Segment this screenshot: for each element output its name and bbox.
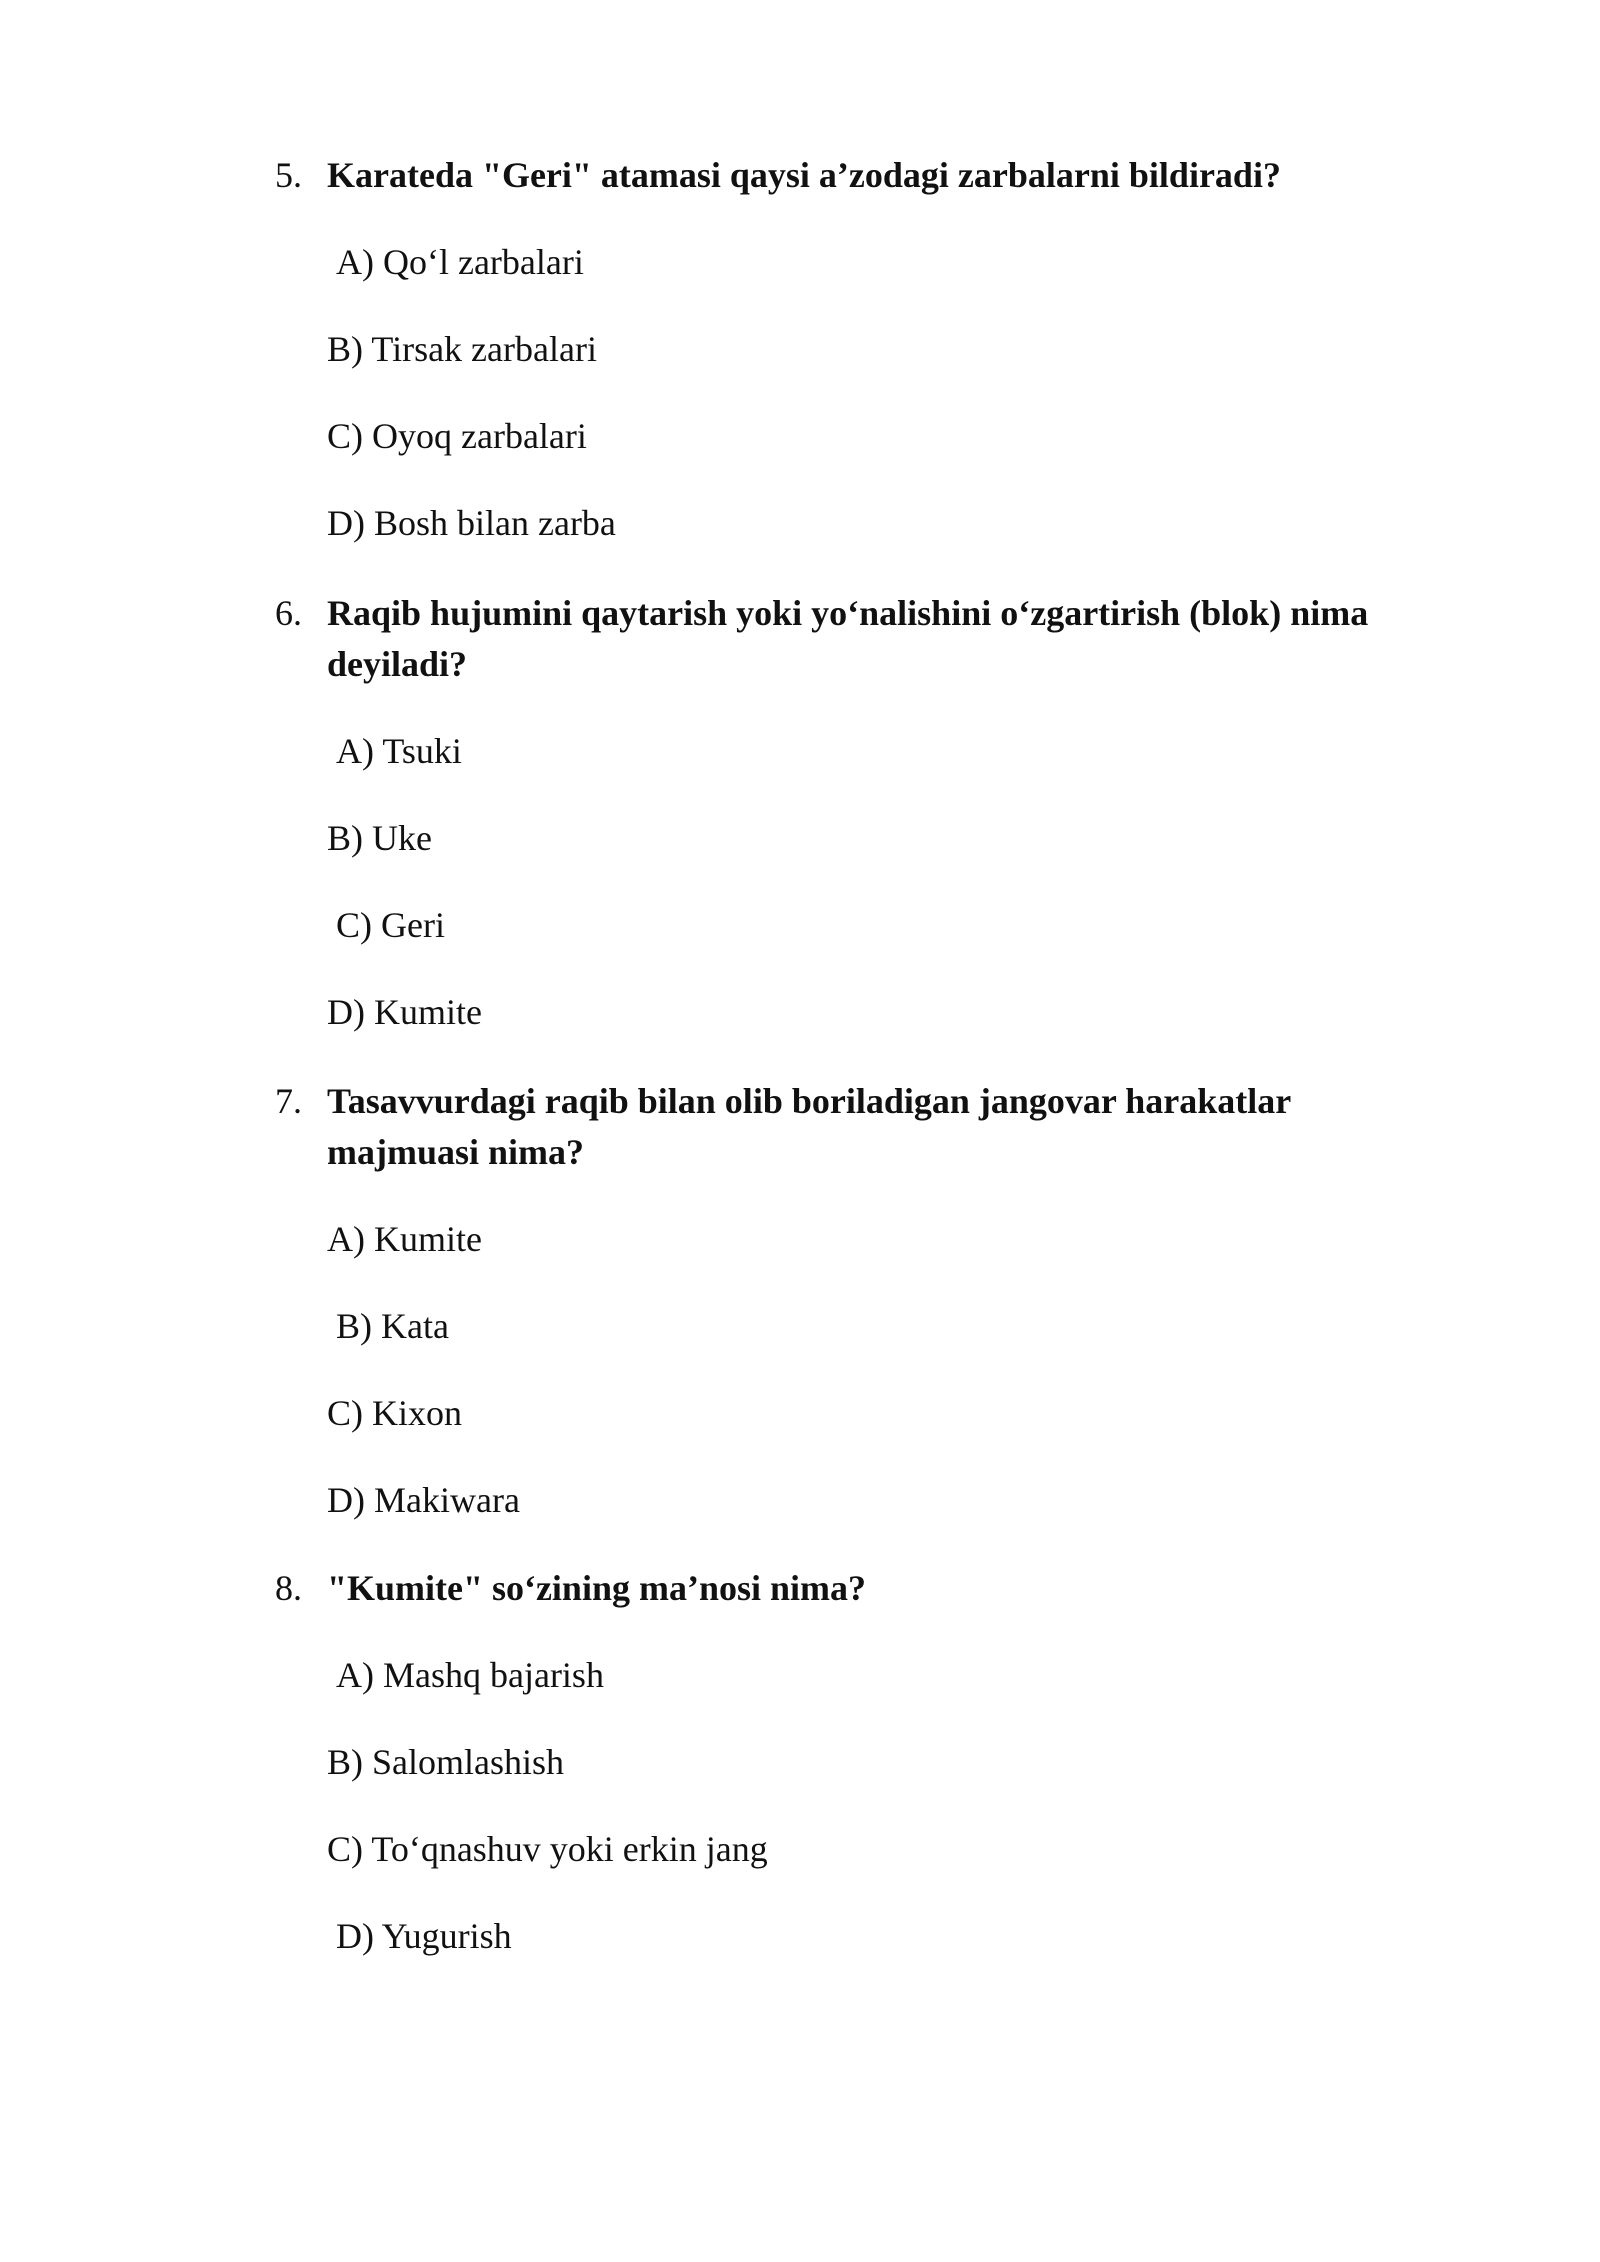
question-8	[275, 1563, 1435, 1962]
option-c: C) To‘qnashuv yoki erkin jang	[327, 1829, 768, 1869]
question-number: 7.	[275, 1081, 302, 1121]
option-b: B) Salomlashish	[327, 1742, 565, 1782]
answer-options	[275, 1214, 1435, 1526]
option-d: D) Makiwara	[327, 1480, 520, 1520]
question-text: Tasavvurdagi raqib bilan olib boriladigan jangovar harakatlar majmuasi nima?	[327, 1081, 1291, 1172]
option-b: B) Tirsak zarbalari	[327, 329, 597, 369]
question-number: 5.	[275, 155, 302, 195]
question-6	[275, 588, 1435, 1038]
option-a: A) Qo‘l zarbalari	[336, 242, 584, 282]
question-text: Raqib hujumini qaytarish yoki yo‘nalishini o‘zgartirish (blok) nima deyiladi?	[327, 593, 1369, 684]
answer-options	[275, 237, 1435, 549]
answer-options	[275, 1650, 1435, 1962]
option-d: D) Kumite	[327, 992, 482, 1032]
question-text: "Kumite" so‘zining ma’nosi nima?	[327, 1568, 866, 1608]
question-header	[275, 1563, 1435, 1614]
question-header	[275, 588, 1435, 690]
option-a: A) Kumite	[327, 1219, 482, 1259]
option-a: A) Tsuki	[336, 731, 462, 771]
option-d: D) Bosh bilan zarba	[327, 503, 616, 543]
option-c: C) Geri	[336, 905, 445, 945]
question-number: 6.	[275, 593, 302, 633]
option-d: D) Yugurish	[336, 1916, 512, 1956]
question-number: 8.	[275, 1568, 302, 1608]
question-header	[275, 150, 1435, 201]
option-b: B) Uke	[327, 818, 432, 858]
option-c: C) Kixon	[327, 1393, 462, 1433]
option-a: A) Mashq bajarish	[336, 1655, 604, 1695]
option-c: C) Oyoq zarbalari	[327, 416, 587, 456]
question-5	[275, 150, 1435, 549]
question-text: Karateda "Geri" atamasi qaysi a’zodagi zarbalarni bildiradi?	[327, 155, 1281, 195]
answer-options	[275, 726, 1435, 1038]
option-b: B) Kata	[336, 1306, 449, 1346]
question-7	[275, 1076, 1435, 1526]
question-header	[275, 1076, 1435, 1178]
